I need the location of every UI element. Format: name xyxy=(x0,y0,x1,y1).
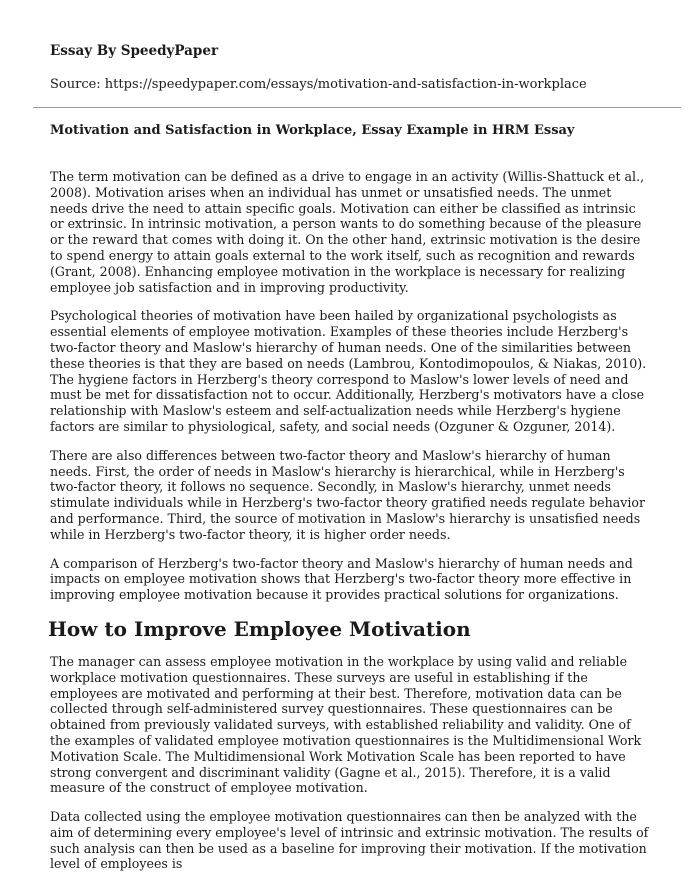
brand-title: Essay By SpeedyPaper xyxy=(50,43,219,59)
section-heading: How to Improve Employee Motivation xyxy=(48,616,471,641)
paragraph: A comparison of Herzberg's two-factor theory and Maslow's hierarchy of human needs and impacts on employee motivation shows that Herzberg's two-factor theory more effective in improving employee motivation because it provides practical solutions for organizations. xyxy=(50,555,633,603)
paragraph: There are also differences between two-factor theory and Maslow's hierarchy of human needs. First, the order of needs in Maslow's hierarchy is hierarchical, while in Herzberg's two-factor theory, it follows no sequence. Secondly, in Maslow's hierarchy, unmet needs stimulate individuals while in Herzberg's two-factor theory gratified needs regulate behavior and performance. Third, the source of motivation in Maslow's hierarchy is unsatisfied needs while in Herzberg's two-factor theory, it is higher order needs. xyxy=(50,447,645,542)
paragraph: Data collected using the employee motivation questionnaires can then be analyzed with the aim of determining every employee's level of intrinsic and extrinsic motivation. The results of such analysis can then be used as a baseline for improving their motivation. If the motivation level of employees is xyxy=(50,809,649,872)
paragraph: The term motivation can be defined as a drive to engage in an activity (Willis-Shattuck et al., 2008). Motivation arises when an individual has unmet or unsatisfied needs. The unmet needs drive the need to attain specific goals. Motivation can either be classified as intrinsic or extrinsic. In intrinsic motivation, a person wants to do something because of the pleasure or the reward that comes with doing it. On the other hand, extrinsic motivation is the desire to spend energy to attain goals external to the work itself, such as recognition and rewards (Grant, 2008). Enhancing employee motivation in the workplace is necessary for realizing employee job satisfaction and in improving productivity. xyxy=(50,169,645,295)
paragraph: Psychological theories of motivation have been hailed by organizational psychologists as essential elements of employee motivation. Examples of these theories include Herzberg's two-factor theory and Maslow's hierarchy of human needs. One of the similarities between these theories is that they are based on needs (Lambrou, Kontodimopoulos, & Niakas, 2010). The hygiene factors in Herzberg's theory correspond to Maslow's lower levels of need and must be met for dissatisfaction not to occur. Additionally, Herzberg's motivators have a close relationship with Maslow's esteem and self-actualization needs while Herzberg's hygiene factors are similar to physiological, safety, and social needs (Ozguner & Ozguner, 2014). xyxy=(50,308,647,434)
paragraph: The manager can assess employee motivation in the workplace by using valid and reliable workplace motivation questionnaires. These surveys are useful in establishing if the employees are motivated and performing at their best. Therefore, motivation data can be collected through self-administered survey questionnaires. These questionnaires can be obtained from previously validated surveys, with established reliability and validity. One of the examples of validated employee motivation questionnaires is the Multidimensional Work Motivation Scale. The Multidimensional Work Motivation Scale has been reported to have strong convergent and discriminant validity (Gagne et al., 2015). Therefore, it is a valid measure of the construct of employee motivation. xyxy=(50,653,642,796)
source-url: Source: https://speedypaper.com/essays/motivation-and-satisfaction-in-workplace xyxy=(50,77,587,92)
essay-body xyxy=(50,169,650,885)
header-divider xyxy=(33,107,681,108)
page-header xyxy=(50,42,680,93)
essay-title: Motivation and Satisfaction in Workplace, Essay Example in HRM Essay xyxy=(50,123,575,138)
